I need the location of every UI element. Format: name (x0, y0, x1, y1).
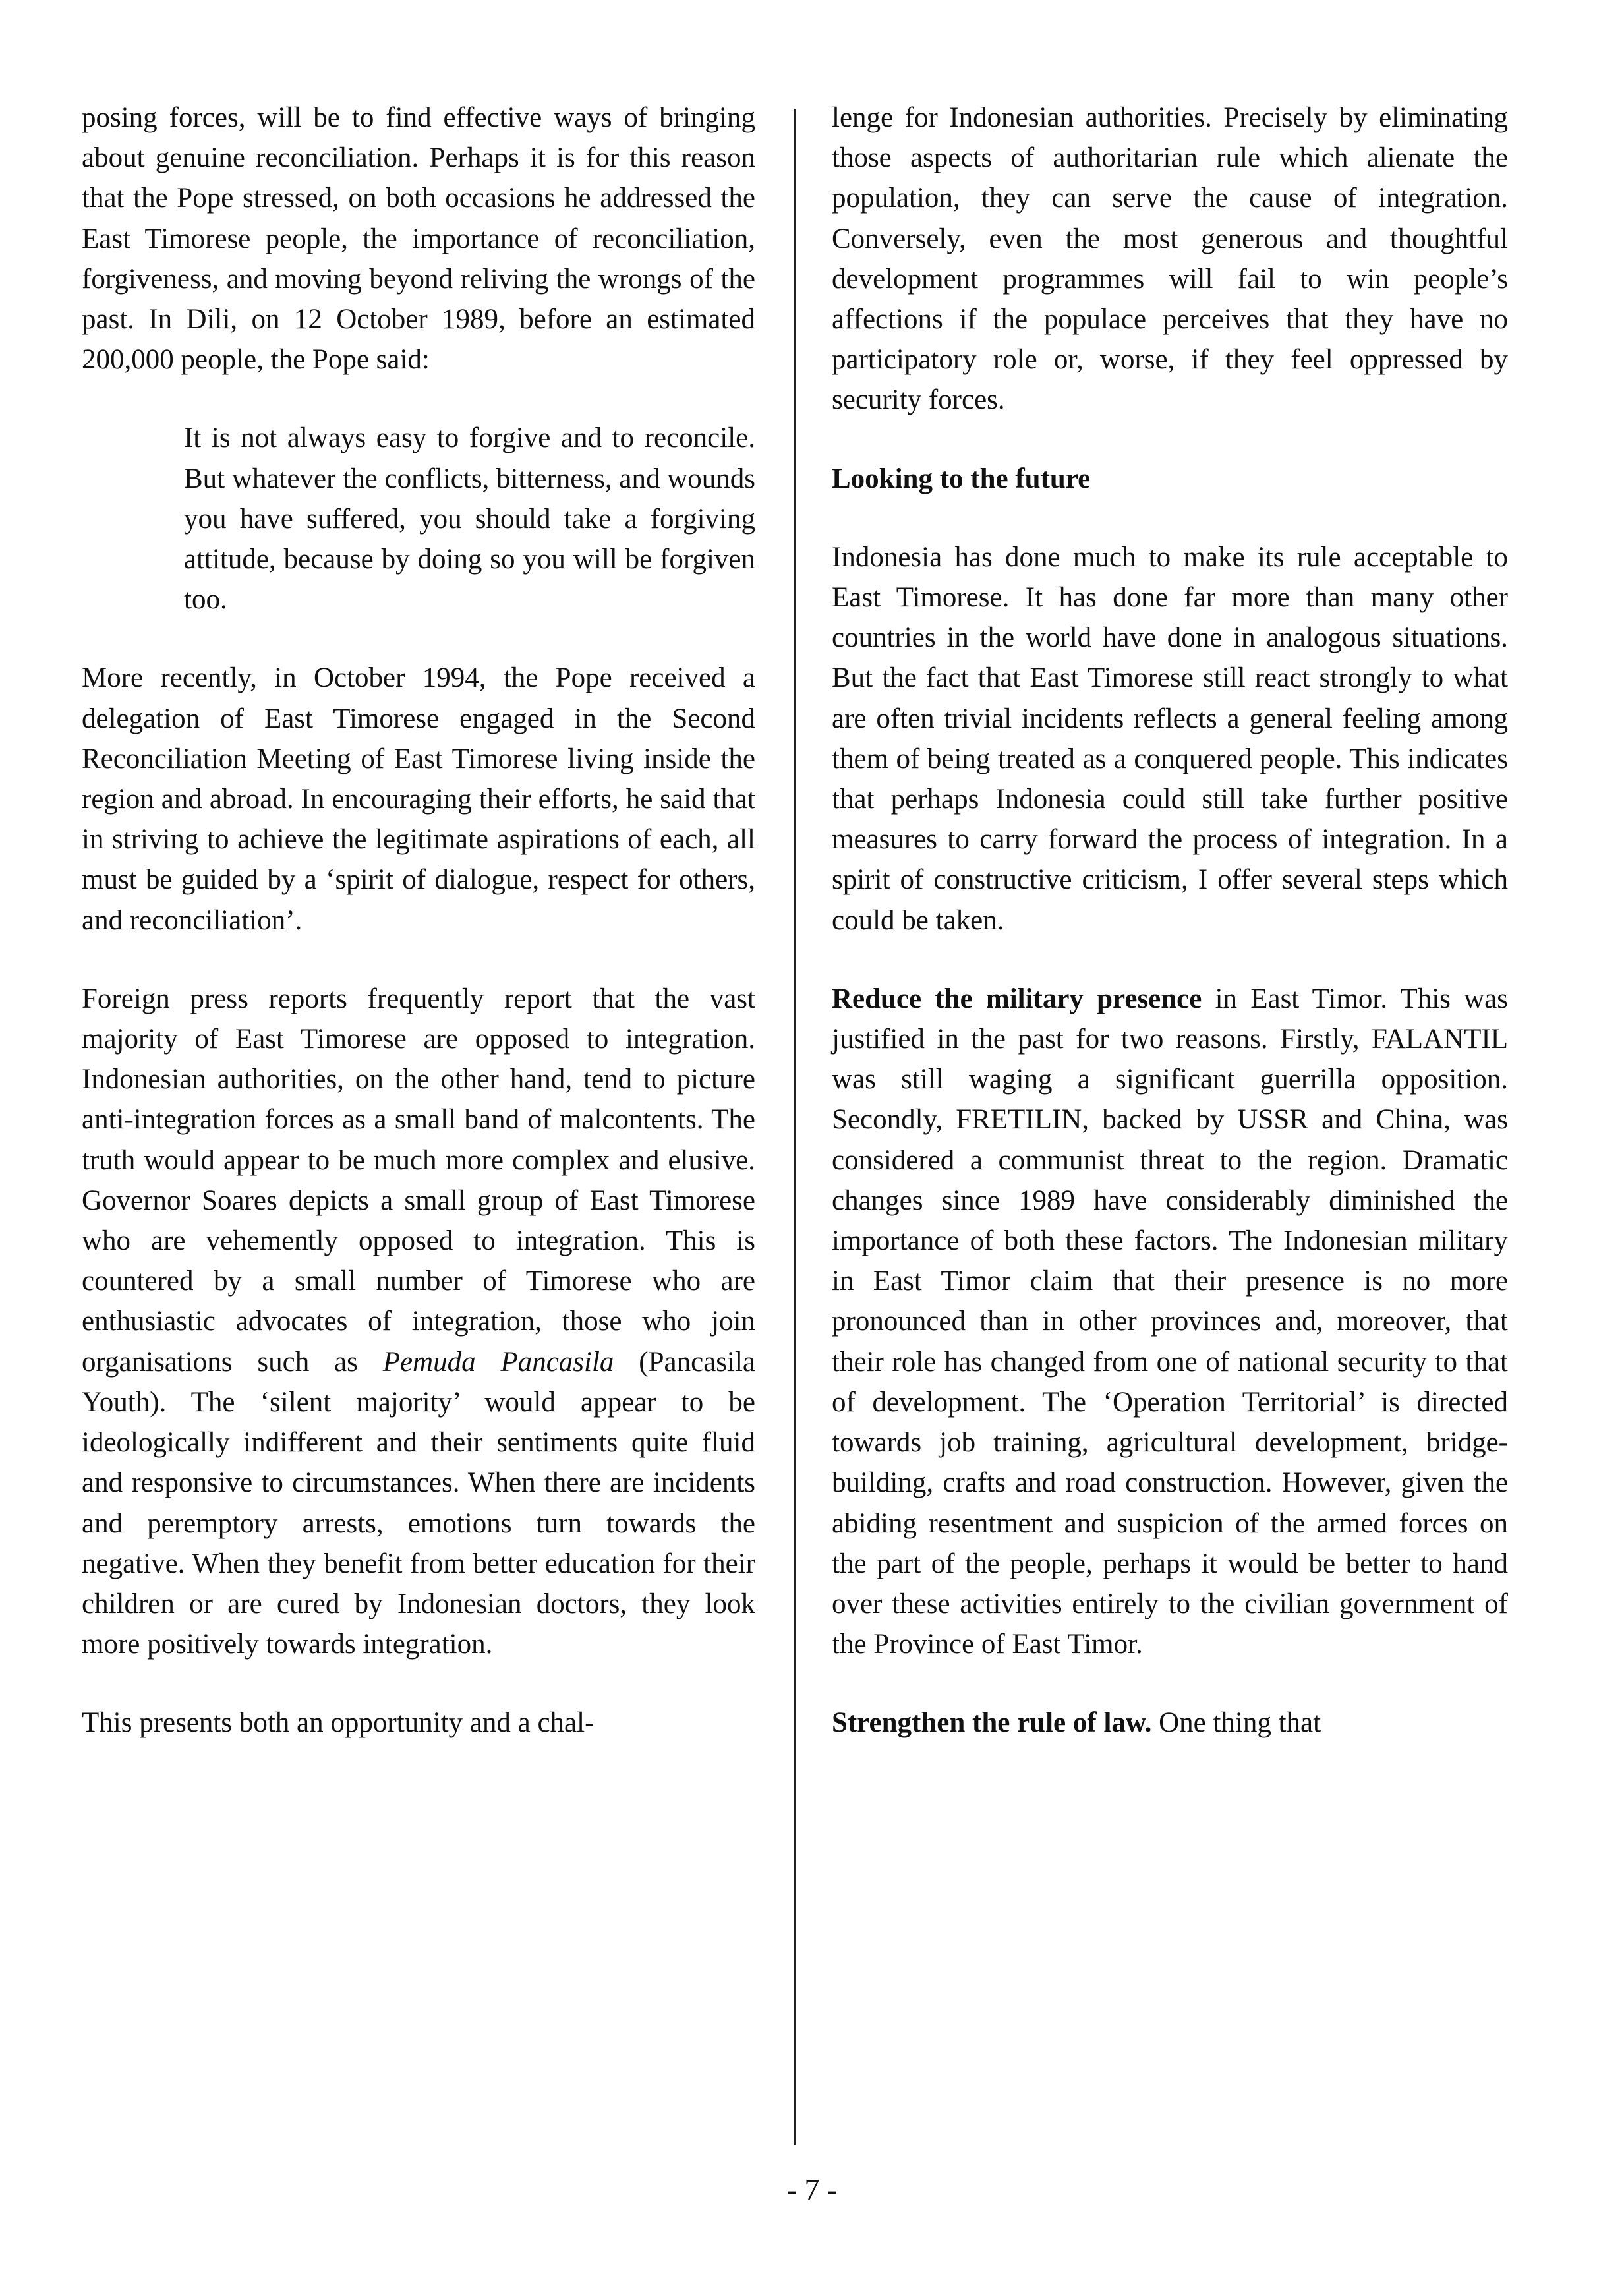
right-paragraph-4 (832, 1703, 1508, 1743)
right-column (832, 98, 1508, 1782)
left-paragraph-3 (82, 979, 755, 1664)
left-paragraph-3-text-a: Foreign press reports frequently report that the vast majority of East Timorese are opposed to integration. Indonesian authorities, on the other hand, tend to picture anti-integration forces as a small band of malcontents. The truth would appear to be much more complex and elusive. Governor Soares depicts a small group of East Timorese who are vehemently opposed to integration. This is countered by a small number of Timorese who are enthusiastic advocates of integration, those who join organisations such as (82, 983, 755, 1378)
left-paragraph-2: More recently, in October 1994, the Pope received a delegation of East Timorese engaged in the Second Reconciliation Meeting of East Timorese living inside the region and abroad. In encouraging their efforts, he said that in striving to achieve the legitimate aspirations of each, all must be guided by a ‘spirit of dialogue, respect for others, and reconciliation’. (82, 662, 755, 936)
section-heading: Looking to the future (832, 463, 1091, 494)
rule-of-law-lead: Strengthen the rule of law. (832, 1707, 1152, 1739)
pemuda-pancasila-italic: Pemuda Pancasila (382, 1346, 614, 1378)
right-paragraph-1: lenge for Indonesian authorities. Precisely by eliminating those aspects of authoritarian rule which alienate the population, they can serve the cause of integration. Conversely, even the most generous and thoughtful development programmes will fail to win people’s affections if the populace perceives that they have no participatory role or, worse, if they feel oppressed by security forces. (832, 102, 1508, 416)
left-column (82, 98, 755, 1782)
left-paragraph-1: posing forces, will be to find effective ways of bringing about genuine reconciliation. Perhaps it is for this reason that the Pope stressed, on both occasions he addressed the East Timorese people, the importance of reconciliation, forgiveness, and moving beyond reliving the wrongs of the past. In Dili, on 12 October 1989, before an estimated 200,000 people, the Pope said: (82, 102, 755, 376)
right-paragraph-3-text: in East Timor. This was justified in the past for two reasons. Firstly, FALANTIL was still waging a significant guerrilla opposition. Secondly, FRETILIN, backed by USSR and China, was considered a communist threat to the region. Dramatic changes since 1989 have considerably diminished the importance of both these factors. The Indonesian military in East Timor claim that their presence is no more pronounced than in other provinces and, moreover, that their role has changed from one of national security to that of development. The ‘Operation Territorial’ is directed towards job training, agricultural development, bridge-building, crafts and road construction. However, given the abiding resentment and suspicion of the armed forces on the part of the people, perhaps it would be better to hand over these activities entirely to the civilian government of the Province of East Timor. (832, 983, 1508, 1660)
pope-quote: It is not always easy to forgive and to reconcile. But whatever the conflicts, bitterness, and wounds you have suffered, you should take a forgiving attitude, because by doing so you will be forgiven too. (184, 423, 755, 616)
column-divider (794, 109, 796, 2145)
right-paragraph-3 (832, 979, 1508, 1664)
reduce-military-lead: Reduce the military presence (832, 983, 1202, 1014)
left-paragraph-4: This presents both an opportunity and a chal- (82, 1707, 594, 1739)
right-paragraph-2: Indonesia has done much to make its rule acceptable to East Timorese. It has done far more than many other countries in the world have done in analogous situations. But the fact that East Timorese still react strongly to what are often trivial incidents reflects a general feeling among them of being treated as a conquered people. This indicates that perhaps Indonesia could still take further positive measures to carry forward the process of integration. In a spirit of constructive criticism, I offer several steps which could be taken. (832, 541, 1508, 936)
page-number: - 7 - (786, 2172, 838, 2206)
left-paragraph-3-text-b: (Pancasila Youth). The ‘silent majority’ would appear to be ideologically indifferent and their sentiments quite fluid and responsive to circumstances. When there are incidents and peremptory arrests, emotions turn towards the negative. When they benefit from better education for their children or are cured by Indonesian doctors, they look more positively towards integration. (82, 1346, 755, 1660)
right-paragraph-4-text: One thing that (1151, 1707, 1321, 1739)
